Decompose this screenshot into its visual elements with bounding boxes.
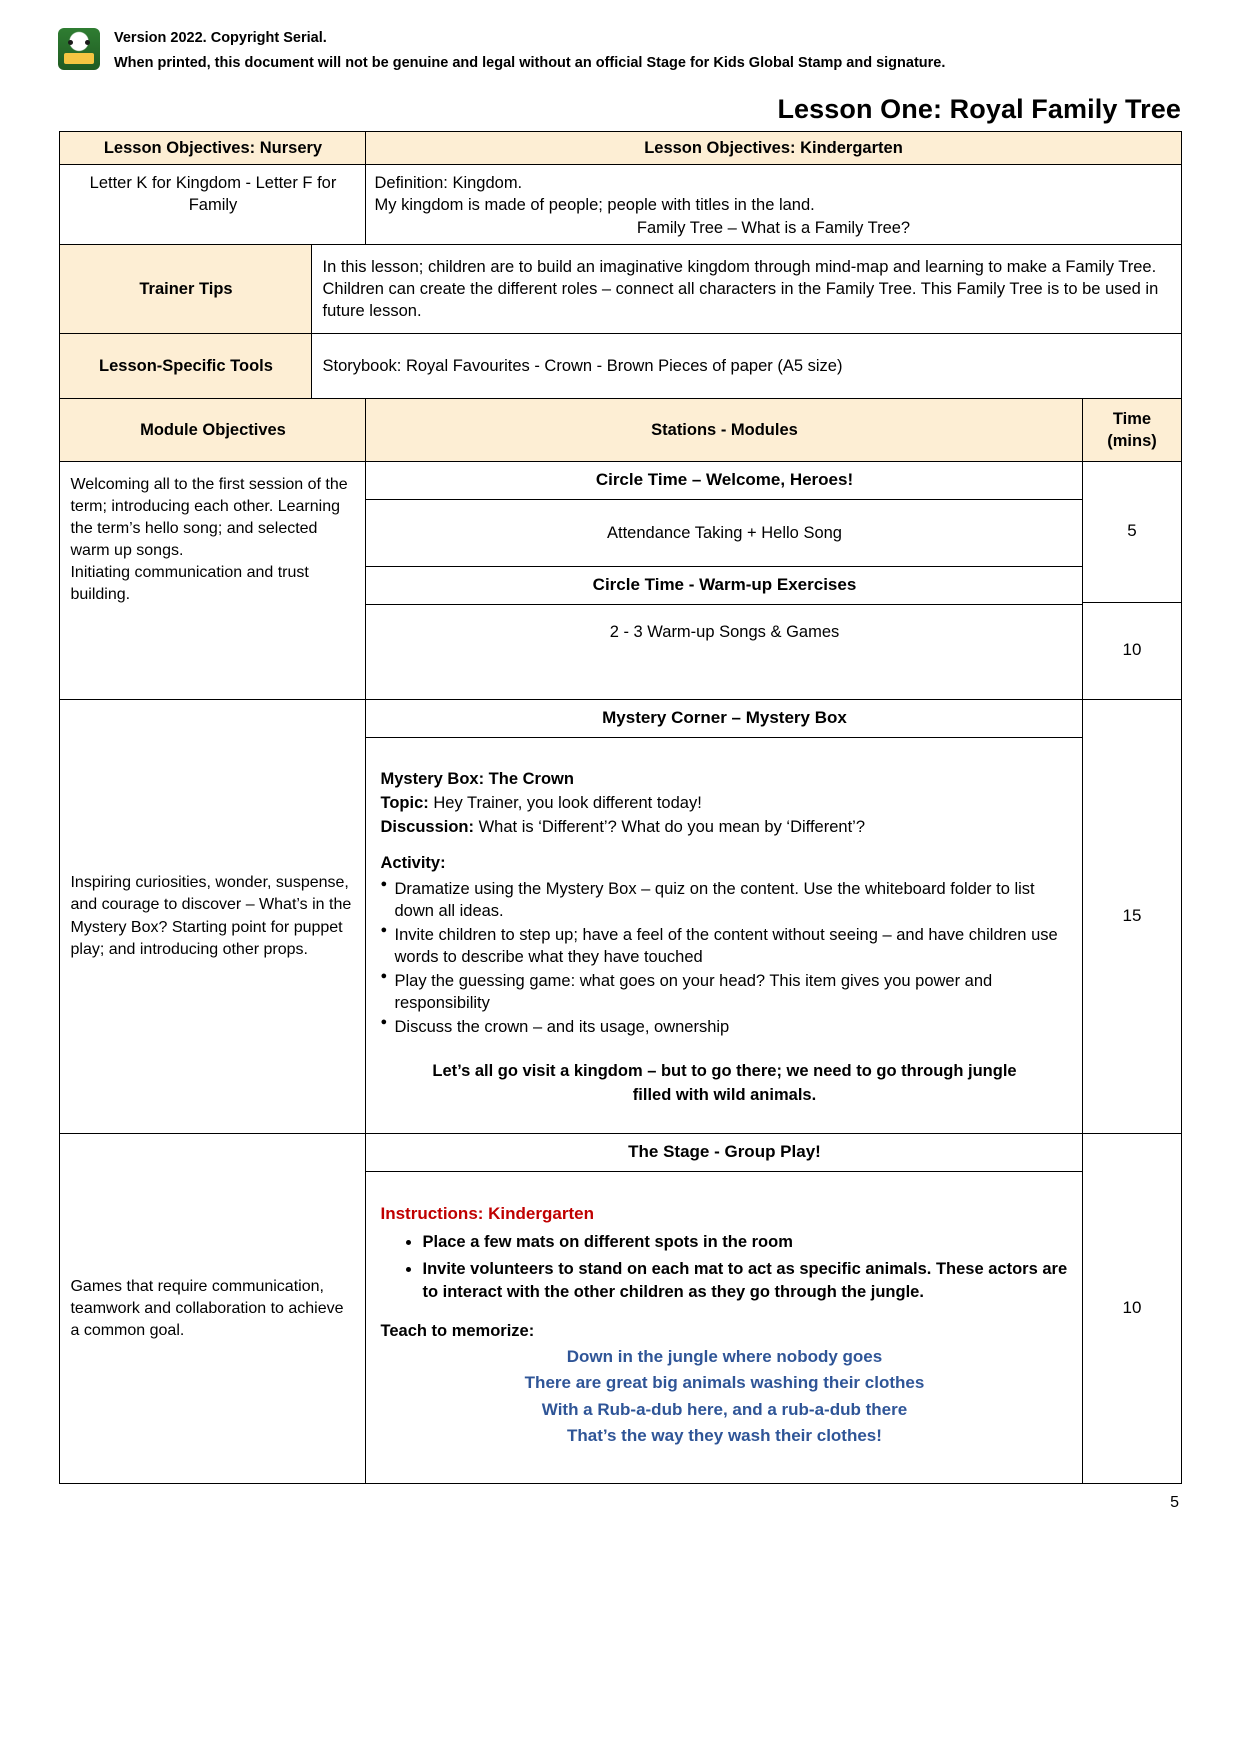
row-3-time: 10	[1083, 1134, 1181, 1484]
page-number: 5	[1170, 1494, 1179, 1512]
lesson-tools-label: Lesson-Specific Tools	[60, 333, 312, 398]
list-item: ● Play the guessing game: what goes on your head? This item gives you power and responsibility	[380, 970, 1068, 1014]
objectives-nursery-body: Letter K for Kingdom - Letter F for Family	[60, 165, 366, 245]
row-1-objective-line-1: Welcoming all to the first session of the term; introducing each other. Learning the term’s hello song; and selected warm up songs.	[70, 475, 348, 560]
topic-label: Topic:	[380, 793, 429, 812]
kindergarten-line-1: Definition: Kingdom.	[374, 174, 523, 193]
lesson-plan-table	[59, 131, 1181, 1484]
row-1-times	[1083, 461, 1181, 699]
table-row	[60, 699, 1181, 1133]
print-disclaimer-line: When printed, this document will not be genuine and legal without an official Stage for Kids Global Stamp and signature.	[114, 54, 946, 71]
trainer-tips-row	[60, 244, 1181, 333]
row-2-spacer-mid	[380, 840, 1068, 852]
lesson-tools-row	[60, 333, 1181, 398]
stations-modules-header: Stations - Modules	[366, 398, 1083, 461]
row-3-spacer-top	[380, 1182, 1068, 1202]
objectives-kindergarten-header: Lesson Objectives: Kindergarten	[366, 131, 1181, 164]
row-1-stations	[366, 461, 1083, 699]
row-1-time-2: 10	[1083, 602, 1180, 699]
objectives-nursery-header: Lesson Objectives: Nursery	[60, 131, 366, 164]
row-1-block-2-heading-row	[366, 567, 1082, 605]
row-3-spacer-mid	[380, 1308, 1068, 1320]
table-row	[60, 1134, 1181, 1484]
table-row	[60, 461, 1181, 699]
topic-text: Hey Trainer, you look different today!	[428, 793, 702, 812]
rhyme-line: With a Rub-a-dub here, and a rub-a-dub there	[541, 1399, 908, 1419]
row-3-objective: Games that require communication, teamwork and collaboration to achieve a common goal.	[60, 1134, 366, 1484]
stage-for-kids-logo-icon	[58, 28, 100, 70]
version-copyright-line: Version 2022. Copyright Serial.	[114, 30, 327, 46]
row-2-objective: Inspiring curiosities, wonder, suspense, and courage to discover – What’s in the Mystery Box? Starting point for puppet play; and introducing other props.	[60, 699, 366, 1133]
mystery-topic-line	[380, 792, 1068, 816]
list-item: ● Discuss the crown – and its usage, ownership	[380, 1016, 1068, 1038]
row-2-heading-row	[366, 700, 1082, 737]
logo-eyes	[68, 40, 90, 46]
page-title: Lesson One: Royal Family Tree	[777, 93, 1181, 124]
kindergarten-line-2: My kingdom is made of people; people with titles in the land.	[374, 196, 815, 215]
row-2-heading: Mystery Corner – Mystery Box	[366, 700, 1082, 737]
row-2-time: 15	[1083, 699, 1181, 1133]
instructions-label: Instructions: Kindergarten	[380, 1204, 594, 1224]
row-1-block-1-body-row	[366, 499, 1082, 566]
row-3-heading: The Stage - Group Play!	[366, 1134, 1082, 1171]
row-1-block-2-body-row	[366, 605, 1082, 662]
row-3-heading-row	[366, 1134, 1082, 1171]
row-1-time-1: 5	[1083, 462, 1180, 603]
list-item: ● Invite children to step up; have a feel of the content without seeing – and have children use words to describe what they have touched	[380, 924, 1068, 968]
mystery-box-title: Mystery Box: The Crown	[380, 769, 574, 788]
row-2-spacer-bottom	[380, 1040, 1068, 1060]
rhyme-block	[380, 1344, 1068, 1449]
list-item: • Invite volunteers to stand on each mat to act as specific animals. These actors are to interact with the other children as they go through the jungle.	[422, 1258, 1068, 1304]
row-1-time-2-row	[1083, 602, 1180, 699]
rhyme-line: That’s the way they wash their clothes!	[567, 1425, 882, 1445]
list-item: ● Dramatize using the Mystery Box – quiz on the content. Use the whiteboard folder to list down all ideas.	[380, 878, 1068, 922]
rhyme-line: There are great big animals washing their clothes	[524, 1373, 925, 1393]
row-1-objective	[60, 461, 366, 699]
objectives-body-row	[60, 165, 1181, 245]
row-2-stations	[366, 699, 1083, 1133]
row-3-blocks	[366, 1134, 1082, 1483]
discussion-label: Discussion:	[380, 817, 475, 836]
trainer-tips-body: In this lesson; children are to build an imaginative kingdom through mind-map and learning to make a Family Tree. Children can create the different roles – connect all characters in the Family Tree. This Family Tree is to be used in future lesson.	[312, 244, 1181, 333]
time-header	[1083, 398, 1181, 461]
header-text-block	[114, 26, 945, 76]
row-1-time-blocks	[1083, 462, 1180, 699]
row-2-blocks	[366, 700, 1082, 1133]
row-1-block-1-heading: Circle Time – Welcome, Heroes!	[366, 462, 1082, 499]
document-header	[0, 0, 1241, 76]
discussion-text: What is ‘Different’? What do you mean by ‘Different’?	[474, 817, 866, 836]
row-2-body	[366, 737, 1082, 1133]
row-1-block-2-heading: Circle Time - Warm-up Exercises	[366, 567, 1082, 605]
row-3-stations	[366, 1134, 1083, 1484]
objectives-kindergarten-body	[366, 165, 1181, 245]
time-header-line-1: Time (mins)	[1107, 409, 1157, 450]
mystery-closing-text: Let’s all go visit a kingdom – but to go there; we need to go through jungle filled with wild animals.	[432, 1062, 1017, 1104]
row-2-spacer-top	[380, 748, 1068, 768]
main-header-row	[60, 398, 1181, 461]
activity-list	[380, 878, 1068, 1039]
row-2-spacer-end	[380, 1107, 1068, 1119]
row-3-body-row	[366, 1172, 1082, 1484]
trainer-tips-label: Trainer Tips	[60, 244, 312, 333]
kindergarten-line-3: Family Tree – What is a Family Tree?	[636, 218, 911, 237]
mystery-discussion-line	[380, 816, 1068, 840]
row-3-body	[366, 1172, 1082, 1484]
instructions-list	[380, 1231, 1068, 1304]
row-2-body-row	[366, 737, 1082, 1133]
lesson-tools-body: Storybook: Royal Favourites - Crown - Brown Pieces of paper (A5 size)	[312, 333, 1181, 398]
list-item: • Place a few mats on different spots in the room	[422, 1231, 1068, 1254]
row-3-spacer-bottom	[380, 1449, 1068, 1469]
rhyme-line: Down in the jungle where nobody goes	[566, 1346, 883, 1366]
row-1-time-1-row	[1083, 462, 1180, 603]
row-1-block-2-body: 2 - 3 Warm-up Songs & Games	[366, 605, 1082, 662]
row-1-block-1-heading-row	[366, 462, 1082, 499]
row-1-block-1-body: Attendance Taking + Hello Song	[366, 499, 1082, 566]
activity-label: Activity:	[380, 853, 446, 872]
row-1-objective-line-2: Initiating communication and trust building.	[70, 564, 309, 604]
teach-to-memorize-label: Teach to memorize:	[380, 1322, 535, 1341]
row-1-blocks	[366, 462, 1082, 661]
module-objectives-header: Module Objectives	[60, 398, 366, 461]
objectives-header-row	[60, 131, 1181, 164]
